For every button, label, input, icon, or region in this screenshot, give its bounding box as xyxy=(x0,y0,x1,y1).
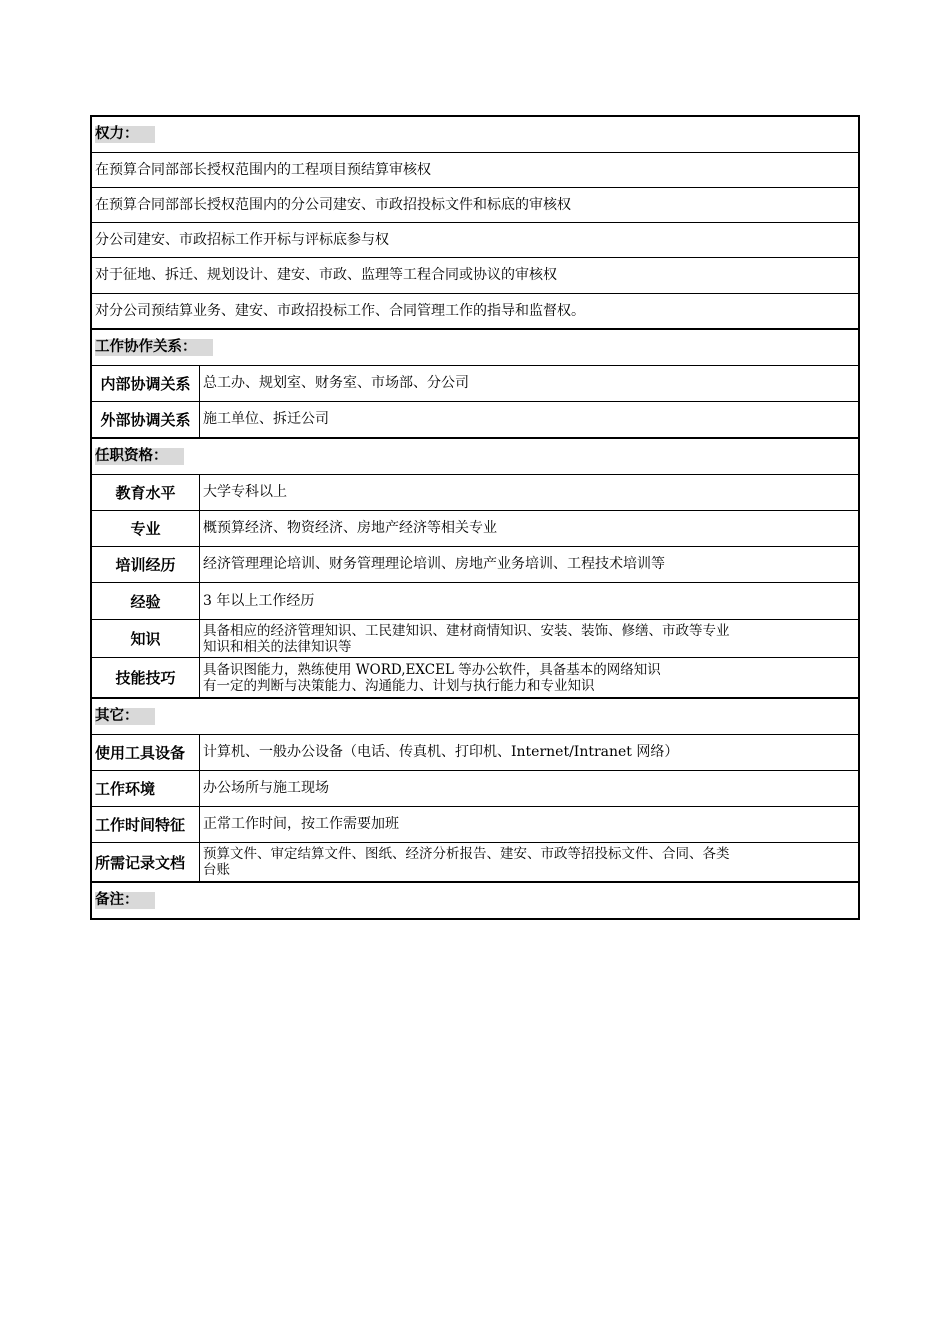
powers-header xyxy=(92,117,158,152)
major-label: 专业 xyxy=(92,511,200,546)
relations-header-label: 工作协作关系： xyxy=(95,339,213,356)
skills-row xyxy=(92,658,858,699)
other-header xyxy=(92,699,158,734)
qualifications-header-row xyxy=(92,439,858,475)
job-description-table xyxy=(90,115,860,920)
knowledge-line: 知识和相关的法律知识等 xyxy=(203,638,352,655)
documents-row xyxy=(92,843,858,883)
power-row xyxy=(92,153,858,188)
experience-row xyxy=(92,583,858,620)
other-header-label: 其它： xyxy=(95,708,155,725)
documents-label: 所需记录文档 xyxy=(92,843,200,881)
tools-label: 使用工具设备 xyxy=(92,735,200,770)
skills-label: 技能技巧 xyxy=(92,658,200,697)
tools-row xyxy=(92,735,858,771)
powers-header-label: 权力： xyxy=(95,126,155,143)
training-label: 培训经历 xyxy=(92,547,200,582)
education-label: 教育水平 xyxy=(92,475,200,510)
power-row xyxy=(92,258,858,294)
environment-label: 工作环境 xyxy=(92,771,200,806)
power-row xyxy=(92,223,858,258)
skills-line: 有一定的判断与决策能力、沟通能力、计划与执行能力和专业知识 xyxy=(203,677,595,694)
major-value: 概预算经济、物资经济、房地产经济等相关专业 xyxy=(203,520,497,536)
power-item: 在预算合同部部长授权范围内的分公司建安、市政招投标文件和标底的审核权 xyxy=(95,196,571,213)
qualifications-header xyxy=(92,439,187,474)
relations-header xyxy=(92,330,216,365)
external-relations-label: 外部协调关系 xyxy=(92,402,200,437)
work-time-value: 正常工作时间，按工作需要加班 xyxy=(203,816,399,832)
education-row xyxy=(92,475,858,511)
internal-relations-row xyxy=(92,366,858,402)
notes-header xyxy=(92,883,158,918)
experience-label: 经验 xyxy=(92,583,200,619)
training-value: 经济管理理论培训、财务管理理论培训、房地产业务培训、工程技术培训等 xyxy=(203,556,665,572)
environment-value: 办公场所与施工现场 xyxy=(203,780,329,796)
external-relations-value: 施工单位、拆迁公司 xyxy=(203,411,329,427)
knowledge-line: 具备相应的经济管理知识、工民建知识、建材商情知识、安装、装饰、修缮、市政等专业 xyxy=(203,622,730,639)
major-row xyxy=(92,511,858,547)
work-time-label: 工作时间特征 xyxy=(92,807,200,842)
power-item: 分公司建安、市政招标工作开标与评标底参与权 xyxy=(95,231,389,248)
documents-value xyxy=(200,843,858,881)
power-row xyxy=(92,294,858,330)
education-value: 大学专科以上 xyxy=(203,484,287,500)
documents-line: 预算文件、审定结算文件、图纸、经济分析报告、建安、市政等招投标文件、合同、各类 xyxy=(203,846,730,862)
documents-line: 台账 xyxy=(203,862,230,878)
knowledge-value xyxy=(200,620,858,657)
power-item: 在预算合同部部长授权范围内的工程项目预结算审核权 xyxy=(95,161,431,178)
environment-row xyxy=(92,771,858,807)
knowledge-row xyxy=(92,620,858,658)
skills-line: 具备识图能力，熟练使用 WORD,EXCEL 等办公软件，具备基本的网络知识 xyxy=(203,661,661,678)
internal-relations-value: 总工办、规划室、财务室、市场部、分公司 xyxy=(203,375,469,391)
power-row xyxy=(92,188,858,223)
tools-value: 计算机、一般办公设备（电话、传真机、打印机、Internet/Intranet 网络） xyxy=(203,744,679,760)
relations-header-row xyxy=(92,330,858,366)
powers-header-row xyxy=(92,117,858,153)
internal-relations-label: 内部协调关系 xyxy=(92,366,200,401)
other-header-row xyxy=(92,699,858,735)
skills-value xyxy=(200,658,858,697)
qualifications-header-label: 任职资格： xyxy=(95,448,184,465)
power-item: 对分公司预结算业务、建安、市政招投标工作、合同管理工作的指导和监督权。 xyxy=(95,302,585,319)
external-relations-row xyxy=(92,402,858,439)
work-time-row xyxy=(92,807,858,843)
experience-value: 3 年以上工作经历 xyxy=(203,592,315,609)
notes-header-label: 备注： xyxy=(95,892,155,909)
knowledge-label: 知识 xyxy=(92,620,200,657)
training-row xyxy=(92,547,858,583)
notes-header-row xyxy=(92,883,858,918)
power-item: 对于征地、拆迁、规划设计、建安、市政、监理等工程合同或协议的审核权 xyxy=(95,267,557,283)
